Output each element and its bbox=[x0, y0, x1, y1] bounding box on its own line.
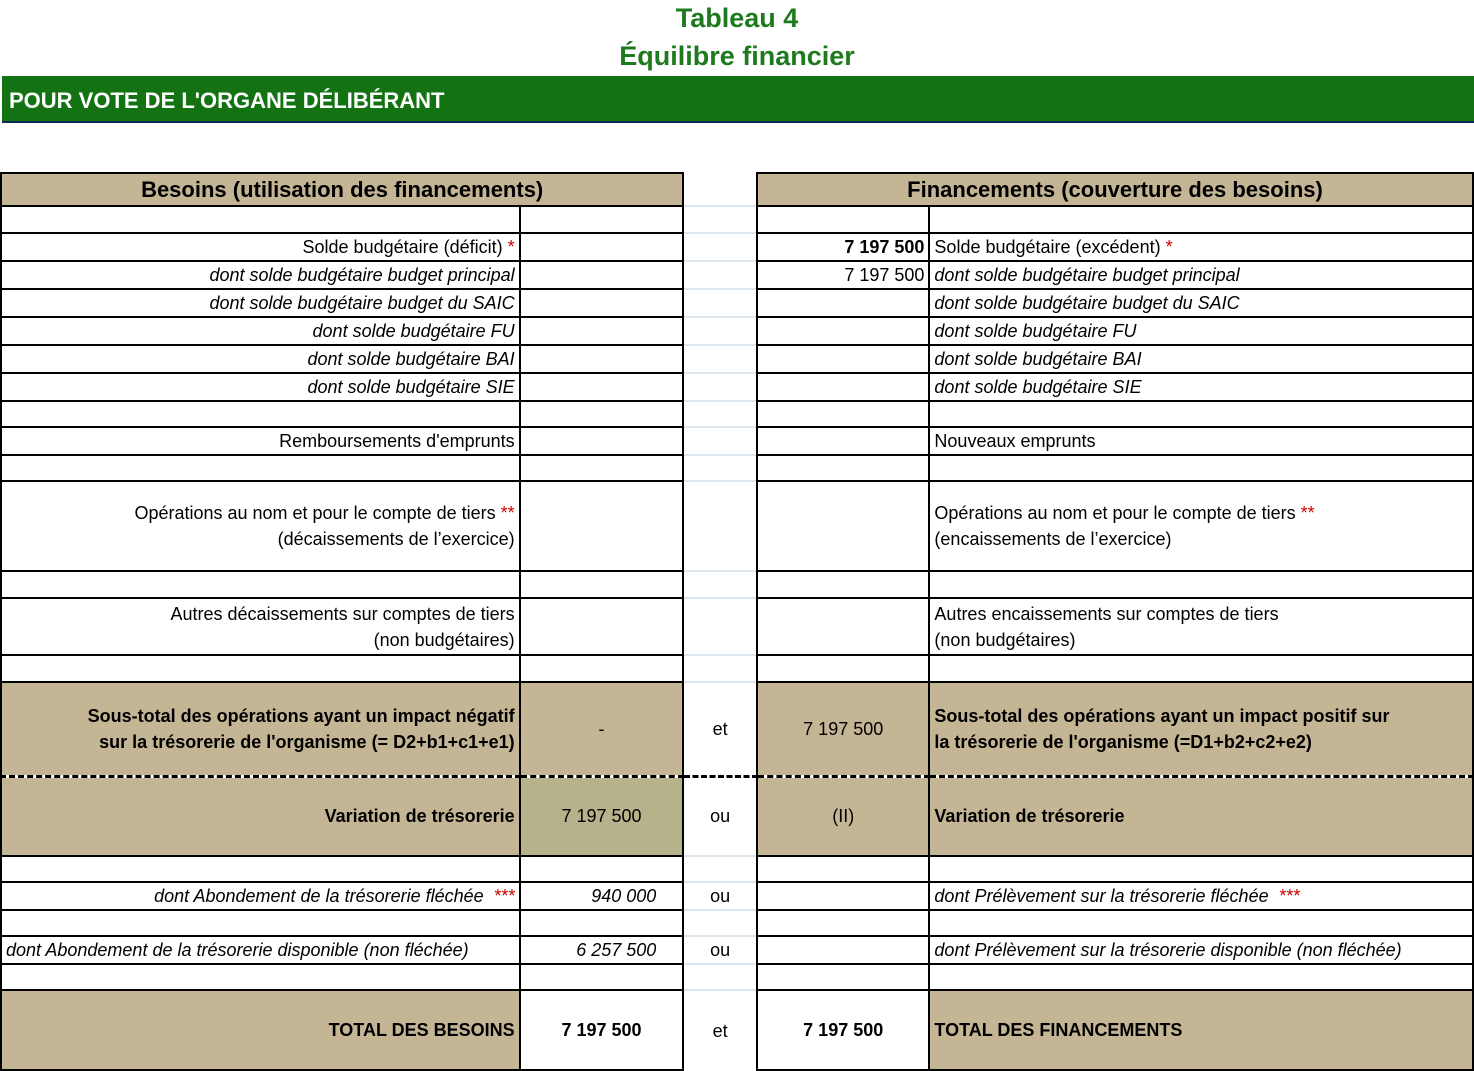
bai-right-label: dont solde budgétaire BAI bbox=[929, 345, 1473, 373]
variation-left-label: Variation de trésorerie bbox=[1, 776, 520, 856]
variation-connector: ou bbox=[683, 776, 757, 856]
table-row bbox=[1, 345, 1473, 373]
sie-left-label: dont solde budgétaire SIE bbox=[1, 373, 520, 401]
abondement-disponible-label: dont Abondement de la trésorerie disponible (non fléchée) bbox=[1, 936, 520, 964]
table-row bbox=[1, 289, 1473, 317]
total-connector: et bbox=[683, 990, 757, 1070]
sous-total-negatif-value: - bbox=[520, 682, 684, 776]
table-row bbox=[1, 598, 1473, 655]
abondement-disponible-value: 6 257 500 bbox=[520, 936, 684, 964]
table-row bbox=[1, 317, 1473, 345]
table-row bbox=[1, 655, 1473, 682]
variation-right-label: Variation de trésorerie bbox=[929, 776, 1473, 856]
table-row bbox=[1, 882, 1473, 910]
solde-excedent-label: Solde budgétaire (excédent) * bbox=[929, 233, 1473, 261]
table-row bbox=[1, 776, 1473, 856]
table-row bbox=[1, 936, 1473, 964]
table-title: Tableau 4 bbox=[675, 3, 799, 33]
table-row bbox=[1, 856, 1473, 882]
table-row bbox=[1, 910, 1473, 936]
solde-excedent-value: 7 197 500 bbox=[757, 233, 929, 261]
bai-left-label: dont solde budgétaire BAI bbox=[1, 345, 520, 373]
table-subtitle: Équilibre financier bbox=[619, 41, 855, 71]
vote-banner bbox=[2, 76, 1474, 123]
saic-left-label: dont solde budgétaire budget du SAIC bbox=[1, 289, 520, 317]
sous-total-connector: et bbox=[683, 682, 757, 776]
total-financements-label: TOTAL DES FINANCEMENTS bbox=[929, 990, 1473, 1070]
prelevement-flechee-label: dont Prélèvement sur la trésorerie fléchée *** bbox=[929, 882, 1473, 910]
principal-right-value: 7 197 500 bbox=[757, 261, 929, 289]
total-besoins-label: TOTAL DES BESOINS bbox=[1, 990, 520, 1070]
table-row bbox=[1, 481, 1473, 571]
total-besoins-value: 7 197 500 bbox=[520, 990, 684, 1070]
table-row bbox=[1, 571, 1473, 598]
table-row bbox=[1, 964, 1473, 990]
table-row bbox=[1, 261, 1473, 289]
besoins-header: Besoins (utilisation des financements) bbox=[1, 173, 683, 206]
saic-right-label: dont solde budgétaire budget du SAIC bbox=[929, 289, 1473, 317]
principal-right-label: dont solde budgétaire budget principal bbox=[929, 261, 1473, 289]
table-row bbox=[1, 682, 1473, 776]
table-row bbox=[1, 233, 1473, 261]
vote-banner-label: POUR VOTE DE L'ORGANE DÉLIBÉRANT bbox=[9, 88, 445, 113]
fu-left-label: dont solde budgétaire FU bbox=[1, 317, 520, 345]
nouveaux-emprunts-label: Nouveaux emprunts bbox=[929, 427, 1473, 455]
table-row bbox=[1, 427, 1473, 455]
variation-left-value: 7 197 500 bbox=[520, 776, 684, 856]
total-financements-value: 7 197 500 bbox=[757, 990, 929, 1070]
equilibre-financier-table bbox=[0, 172, 1474, 1071]
table-row bbox=[1, 206, 1473, 233]
solde-deficit-label: Solde budgétaire (déficit) * bbox=[1, 233, 520, 261]
table-row bbox=[1, 373, 1473, 401]
variation-right-value: (II) bbox=[757, 776, 929, 856]
header-row bbox=[1, 173, 1473, 206]
sie-right-label: dont solde budgétaire SIE bbox=[929, 373, 1473, 401]
abondement-flechee-value: 940 000 bbox=[520, 882, 684, 910]
tiers-encaissements-label: Opérations au nom et pour le compte de tiers ** (encaissements de l’exercice) bbox=[929, 481, 1473, 571]
table-row bbox=[1, 455, 1473, 481]
fu-right-label: dont solde budgétaire FU bbox=[929, 317, 1473, 345]
autres-decaissements-label: Autres décaissements sur comptes de tiers (non budgétaires) bbox=[1, 598, 520, 655]
prelevement-disponible-label: dont Prélèvement sur la trésorerie disponible (non fléchée) bbox=[929, 936, 1473, 964]
table-row bbox=[1, 401, 1473, 427]
sous-total-positif-value: 7 197 500 bbox=[757, 682, 929, 776]
principal-left-label: dont solde budgétaire budget principal bbox=[1, 261, 520, 289]
tiers-decaissements-label: Opérations au nom et pour le compte de tiers ** (décaissements de l’exercice) bbox=[1, 481, 520, 571]
sous-total-positif-label: Sous-total des opérations ayant un impact positif sur la trésorerie de l'organisme (=D1+b2+c2+e2) bbox=[929, 682, 1473, 776]
flechee-connector: ou bbox=[683, 882, 757, 910]
disponible-connector: ou bbox=[683, 936, 757, 964]
sous-total-negatif-label: Sous-total des opérations ayant un impact négatif sur la trésorerie de l'organisme (= D2+b1+c1+e1) bbox=[1, 682, 520, 776]
table-row bbox=[1, 990, 1473, 1070]
autres-encaissements-label: Autres encaissements sur comptes de tiers (non budgétaires) bbox=[929, 598, 1473, 655]
abondement-flechee-label: dont Abondement de la trésorerie fléchée *** bbox=[1, 882, 520, 910]
financements-header: Financements (couverture des besoins) bbox=[757, 173, 1473, 206]
remboursements-emprunts-label: Remboursements d'emprunts bbox=[1, 427, 520, 455]
